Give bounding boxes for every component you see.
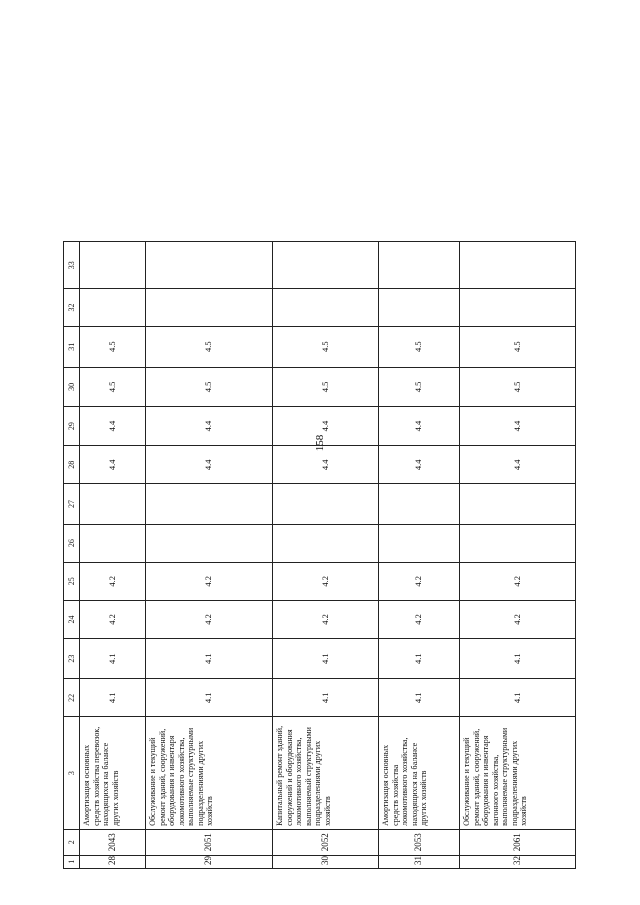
column-header: 2 <box>64 829 80 855</box>
table-row <box>146 242 273 869</box>
column-header: 32 <box>64 289 80 326</box>
value-cell: 4.1 <box>460 679 576 717</box>
table-row <box>460 242 576 869</box>
value-cell <box>146 524 273 562</box>
value-cell: 4.4 <box>273 407 379 446</box>
data-table <box>63 241 576 869</box>
value-cell <box>460 242 576 289</box>
value-cell: 4.5 <box>460 367 576 406</box>
account-code: 2061 <box>460 829 576 855</box>
column-header: 1 <box>64 855 80 868</box>
value-cell: 4.5 <box>146 367 273 406</box>
column-header: 24 <box>64 600 80 638</box>
value-cell: 4.4 <box>273 446 379 484</box>
value-cell: 4.1 <box>80 679 146 717</box>
value-cell: 4.4 <box>379 407 460 446</box>
row-description: Амортизация основных средств хозяйства перевозок, находящихся на балансе других хозяйств <box>80 717 146 829</box>
rotated-table-frame <box>63 241 575 869</box>
column-header: 28 <box>64 446 80 484</box>
value-cell: 4.1 <box>146 639 273 679</box>
column-header: 31 <box>64 326 80 367</box>
value-cell: 4.1 <box>460 639 576 679</box>
value-cell: 4.2 <box>379 600 460 638</box>
value-cell <box>273 484 379 524</box>
value-cell: 4.1 <box>379 679 460 717</box>
column-header: 29 <box>64 407 80 446</box>
value-cell <box>80 484 146 524</box>
value-cell: 4.5 <box>460 326 576 367</box>
value-cell: 4.5 <box>80 367 146 406</box>
value-cell <box>80 524 146 562</box>
value-cell <box>379 242 460 289</box>
value-cell: 4.2 <box>80 600 146 638</box>
value-cell: 4.2 <box>146 562 273 600</box>
value-cell <box>80 242 146 289</box>
value-cell: 4.4 <box>146 407 273 446</box>
table-row <box>80 242 146 869</box>
value-cell: 4.1 <box>146 679 273 717</box>
value-cell: 4.2 <box>80 562 146 600</box>
value-cell: 4.5 <box>379 367 460 406</box>
value-cell: 4.1 <box>273 679 379 717</box>
row-description: Обслуживание и текущий ремонт зданий, сооружений, оборудования и инвентаря локомотивного хозяйства, выполняемые структурными подразделениями других хозяйств <box>146 717 273 829</box>
value-cell: 4.4 <box>460 407 576 446</box>
value-cell: 4.5 <box>273 367 379 406</box>
value-cell <box>460 289 576 326</box>
row-description: Амортизация основных средств хозяйства локомотивного хозяйства, находящихся на балансе других хозяйств <box>379 717 460 829</box>
value-cell <box>273 524 379 562</box>
value-cell: 4.4 <box>460 446 576 484</box>
account-code: 2051 <box>146 829 273 855</box>
value-cell <box>146 242 273 289</box>
value-cell: 4.2 <box>379 562 460 600</box>
value-cell: 4.2 <box>460 562 576 600</box>
column-header: 25 <box>64 562 80 600</box>
page-number: 158 <box>314 434 326 452</box>
column-header: 26 <box>64 524 80 562</box>
value-cell <box>379 289 460 326</box>
column-header: 30 <box>64 367 80 406</box>
row-number: 28 <box>80 855 146 868</box>
account-code: 2052 <box>273 829 379 855</box>
row-number: 32 <box>460 855 576 868</box>
row-description: Обслуживание и текущий ремонт зданий, сооружений, оборудования и инвентаря вагонного хозяйства, выполняемые структурными подразделениями других хозяйств <box>460 717 576 829</box>
column-header: 33 <box>64 242 80 289</box>
column-header: 27 <box>64 484 80 524</box>
table-row <box>379 242 460 869</box>
value-cell: 4.2 <box>273 562 379 600</box>
value-cell: 4.4 <box>146 446 273 484</box>
value-cell <box>146 289 273 326</box>
table-row <box>273 242 379 869</box>
value-cell: 4.5 <box>146 326 273 367</box>
value-cell <box>273 289 379 326</box>
value-cell: 4.5 <box>80 326 146 367</box>
column-header: 22 <box>64 679 80 717</box>
column-header: 23 <box>64 639 80 679</box>
header-row <box>64 242 80 869</box>
value-cell: 4.1 <box>273 639 379 679</box>
value-cell: 4.2 <box>146 600 273 638</box>
account-code: 2043 <box>80 829 146 855</box>
value-cell <box>379 484 460 524</box>
value-cell <box>460 484 576 524</box>
value-cell: 4.4 <box>80 446 146 484</box>
value-cell <box>146 484 273 524</box>
row-number: 31 <box>379 855 460 868</box>
value-cell <box>80 289 146 326</box>
value-cell <box>379 524 460 562</box>
table-container <box>63 241 575 869</box>
value-cell <box>460 524 576 562</box>
account-code: 2053 <box>379 829 460 855</box>
value-cell: 4.1 <box>80 639 146 679</box>
value-cell: 4.2 <box>273 600 379 638</box>
row-number: 29 <box>146 855 273 868</box>
value-cell: 4.2 <box>460 600 576 638</box>
value-cell <box>273 242 379 289</box>
value-cell: 4.4 <box>379 446 460 484</box>
column-header: 3 <box>64 717 80 829</box>
value-cell: 4.5 <box>273 326 379 367</box>
row-description: Капитальный ремонт зданий, сооружений и оборудования локомотивного хозяйства, выполняемый структурными подразделениями других хозяйств <box>273 717 379 829</box>
value-cell: 4.5 <box>379 326 460 367</box>
value-cell: 4.1 <box>379 639 460 679</box>
row-number: 30 <box>273 855 379 868</box>
value-cell: 4.4 <box>80 407 146 446</box>
